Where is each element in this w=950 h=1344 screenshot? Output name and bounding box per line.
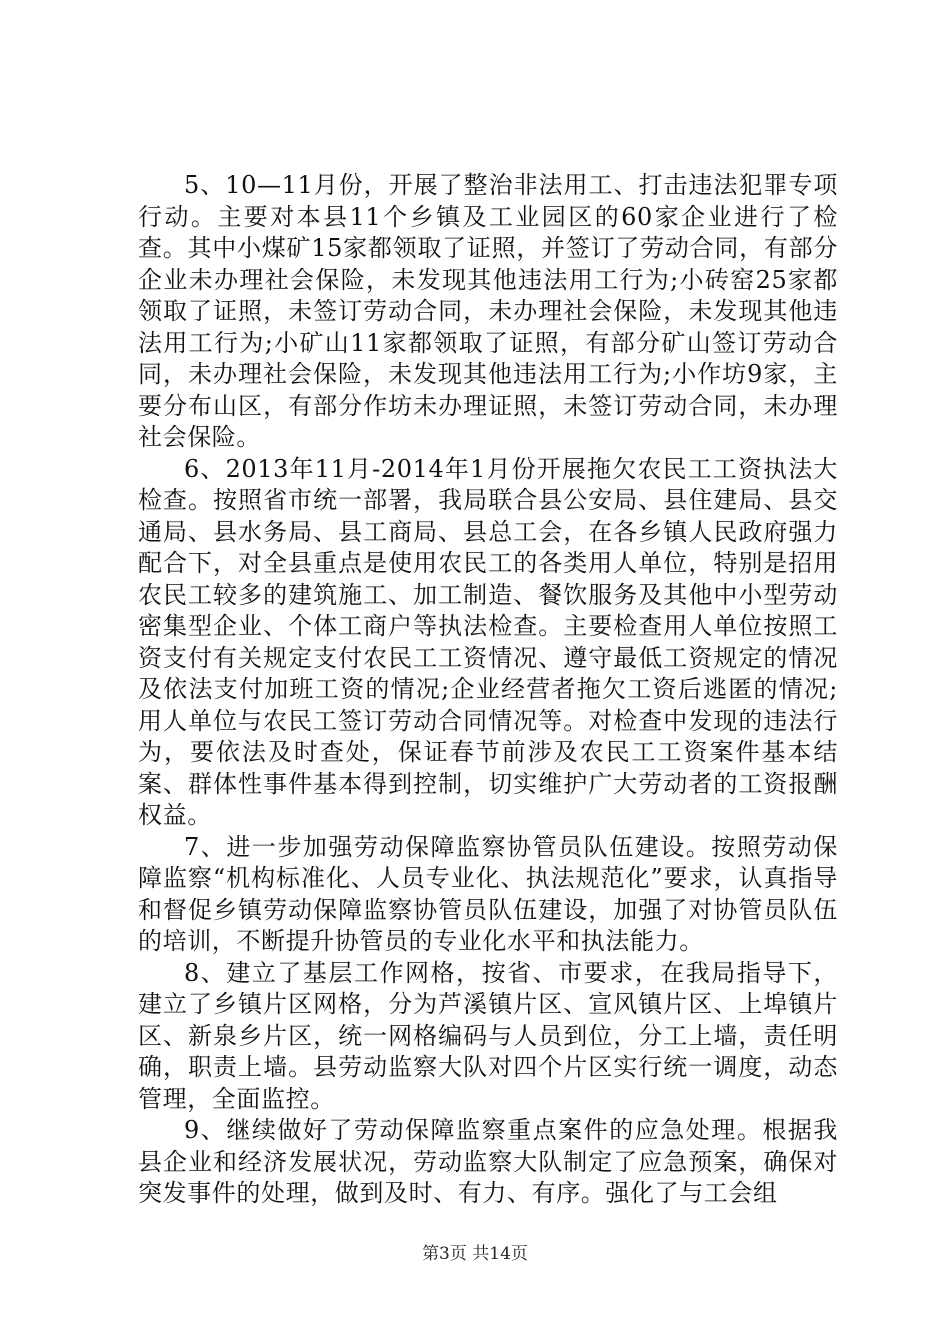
page-number-footer: 第3页 共14页 <box>422 1244 528 1264</box>
paragraph-9: 9、继续做好了劳动保障监察重点案件的应急处理。根据我县企业和经济发展状况，劳动监察大队制定了应急预案，确保对突发事件的处理，做到及时、有力、有序。强化了与工会组 <box>138 1116 838 1207</box>
document-body <box>138 170 838 1210</box>
paragraph-5: 5、10—11月份，开展了整治非法用工、打击违法犯罪专项行动。主要对本县11个乡镇及工业园区的60家企业进行了检查。其中小煤矿15家都领取了证照，并签订了劳动合同，有部分企业未办理社会保险，未发现其他违法用工行为;小砖窑25家都领取了证照，未签订劳动合同，未办理社会保险，未发现其他违法用工行为;小矿山11家都领取了证照，有部分矿山签订劳动合同，未办理社会保险，未发现其他违法用工行为;小作坊9家，主要分布山区，有部分作坊未办理证照，未签订劳动合同，未办理社会保险。 <box>138 171 838 451</box>
paragraph-6: 6、2013年11月-2014年1月份开展拖欠农民工工资执法大检查。按照省市统一部署，我局联合县公安局、县住建局、县交通局、县水务局、县工商局、县总工会，在各乡镇人民政府强力配合下，对全县重点是使用农民工的各类用人单位，特别是招用农民工较多的建筑施工、加工制造、餐饮服务及其他中小型劳动密集型企业、个体工商户等执法检查。主要检查用人单位按照工资支付有关规定支付农民工工资情况、遵守最低工资规定的情况及依法支付加班工资的情况;企业经营者拖欠工资后逃匿的情况;用人单位与农民工签订劳动合同情况等。对检查中发现的违法行为，要依法及时查处，保证春节前涉及农民工工资案件基本结案、群体性事件基本得到控制，切实维护广大劳动者的工资报酬权益。 <box>138 454 838 829</box>
paragraph-8: 8、建立了基层工作网格，按省、市要求，在我局指导下，建立了乡镇片区网格，分为芦溪镇片区、宣风镇片区、上埠镇片区、新泉乡片区，统一网格编码与人员到位，分工上墙，责任明确，职责上墙。县劳动监察大队对四个片区实行统一调度，动态管理，全面监控。 <box>138 958 838 1113</box>
paragraph-7: 7、进一步加强劳动保障监察协管员队伍建设。按照劳动保障监察“机构标准化、人员专业化、执法规范化”要求，认真指导和督促乡镇劳动保障监察协管员队伍建设，加强了对协管员队伍的培训，不断提升协管员的专业化水平和执法能力。 <box>138 832 838 955</box>
